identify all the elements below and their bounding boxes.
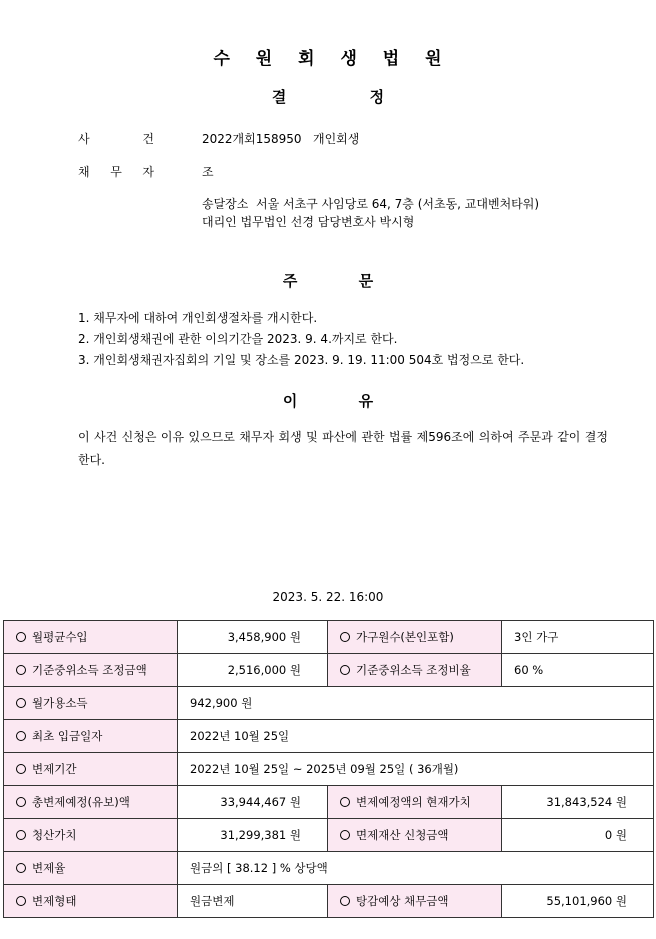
- reason-text: 이 사건 신청은 이유 있으므로 채무자 회생 및 파산에 관한 법률 제596조에 의하여 주문과 같이 결정한다.: [78, 430, 608, 467]
- table-label-cell: 최초 입금일자: [4, 720, 178, 753]
- circle-bullet-icon: [16, 764, 26, 774]
- table-label-cell: 변제형태: [4, 885, 178, 918]
- debtor-name: 조: [202, 165, 214, 179]
- order-item: 2. 개인회생채권에 관한 이의기간을 2023. 9. 4.까지로 한다.: [78, 332, 398, 346]
- table-row: [4, 786, 654, 819]
- table-label-cell: 변제예정액의 현재가치: [328, 786, 502, 819]
- household-value: 3인 가구: [502, 621, 654, 654]
- case-label-char: 사: [78, 132, 90, 146]
- case-label-char: 건: [142, 132, 154, 146]
- table-row: [4, 753, 654, 786]
- legal-agent: 대리인 법무법인 선경 담당변호사 박시형: [202, 215, 415, 229]
- table-label-cell: 총변제예정(유보)액: [4, 786, 178, 819]
- reason-heading: 이 유: [282, 392, 374, 410]
- table-row: [4, 687, 654, 720]
- table-row: [4, 885, 654, 918]
- decision-date: 2023. 5. 22. 16:00: [272, 590, 384, 604]
- circle-bullet-icon: [340, 665, 350, 675]
- present-value-value: 31,843,524 원: [502, 786, 654, 819]
- circle-bullet-icon: [16, 896, 26, 906]
- repayment-rate-value: 원금의 [ 38.12 ] % 상당액: [178, 852, 654, 885]
- circle-bullet-icon: [16, 830, 26, 840]
- case-label: [78, 130, 154, 147]
- circle-bullet-icon: [340, 632, 350, 642]
- circle-bullet-icon: [16, 632, 26, 642]
- table-label-cell: 월가용소득: [4, 687, 178, 720]
- repayment-period-value: 2022년 10월 25일 ~ 2025년 09월 25일 ( 36개월): [178, 753, 654, 786]
- circle-bullet-icon: [340, 830, 350, 840]
- circle-bullet-icon: [16, 665, 26, 675]
- table-label-cell: 변제율: [4, 852, 178, 885]
- debtor-label-char: 채: [78, 165, 90, 179]
- document-type: 결 정: [271, 88, 385, 106]
- table-label-cell: 가구원수(본인포함): [328, 621, 502, 654]
- court-name: 수 원 회 생 법 원: [213, 49, 443, 69]
- total-repayment-value: 33,944,467 원: [178, 786, 328, 819]
- repayment-summary-table: [3, 620, 654, 918]
- circle-bullet-icon: [340, 896, 350, 906]
- table-row: [4, 819, 654, 852]
- circle-bullet-icon: [16, 731, 26, 741]
- liquidation-value: 31,299,381 원: [178, 819, 328, 852]
- service-address: 송달장소 서울 서초구 사임당로 64, 7층 (서초동, 교대벤처타워): [202, 197, 540, 211]
- table-label-cell: 월평균수입: [4, 621, 178, 654]
- circle-bullet-icon: [16, 797, 26, 807]
- first-payment-value: 2022년 10월 25일: [178, 720, 654, 753]
- order-heading: 주 문: [282, 272, 374, 290]
- order-item: 3. 개인회생채권자집회의 기일 및 장소를 2023. 9. 19. 11:00 504호 법정으로 한다.: [78, 353, 525, 367]
- circle-bullet-icon: [16, 698, 26, 708]
- table-row: [4, 720, 654, 753]
- repayment-type-value: 원금변제: [178, 885, 328, 918]
- debtor-label-char: 무: [110, 165, 122, 179]
- debtor-label-char: 자: [142, 165, 154, 179]
- monthly-income-value: 3,458,900 원: [178, 621, 328, 654]
- median-ratio-value: 60 %: [502, 654, 654, 687]
- exempt-value: 0 원: [502, 819, 654, 852]
- available-income-value: 942,900 원: [178, 687, 654, 720]
- table-label-cell: 기준중위소득 조정비율: [328, 654, 502, 687]
- table-label-cell: 면제재산 신청금액: [328, 819, 502, 852]
- table-label-cell: 청산가치: [4, 819, 178, 852]
- table-row: [4, 621, 654, 654]
- table-row: [4, 654, 654, 687]
- order-item: 1. 채무자에 대하여 개인회생절차를 개시한다.: [78, 311, 318, 325]
- table-label-cell: 변제기간: [4, 753, 178, 786]
- case-number: 2022개회158950 개인회생: [202, 132, 360, 146]
- circle-bullet-icon: [340, 797, 350, 807]
- table-label-cell: 탕감예상 채무금액: [328, 885, 502, 918]
- forgiven-debt-value: 55,101,960 원: [502, 885, 654, 918]
- debtor-label: [78, 163, 154, 180]
- table-row: [4, 852, 654, 885]
- circle-bullet-icon: [16, 863, 26, 873]
- table-label-cell: 기준중위소득 조정금액: [4, 654, 178, 687]
- median-income-value: 2,516,000 원: [178, 654, 328, 687]
